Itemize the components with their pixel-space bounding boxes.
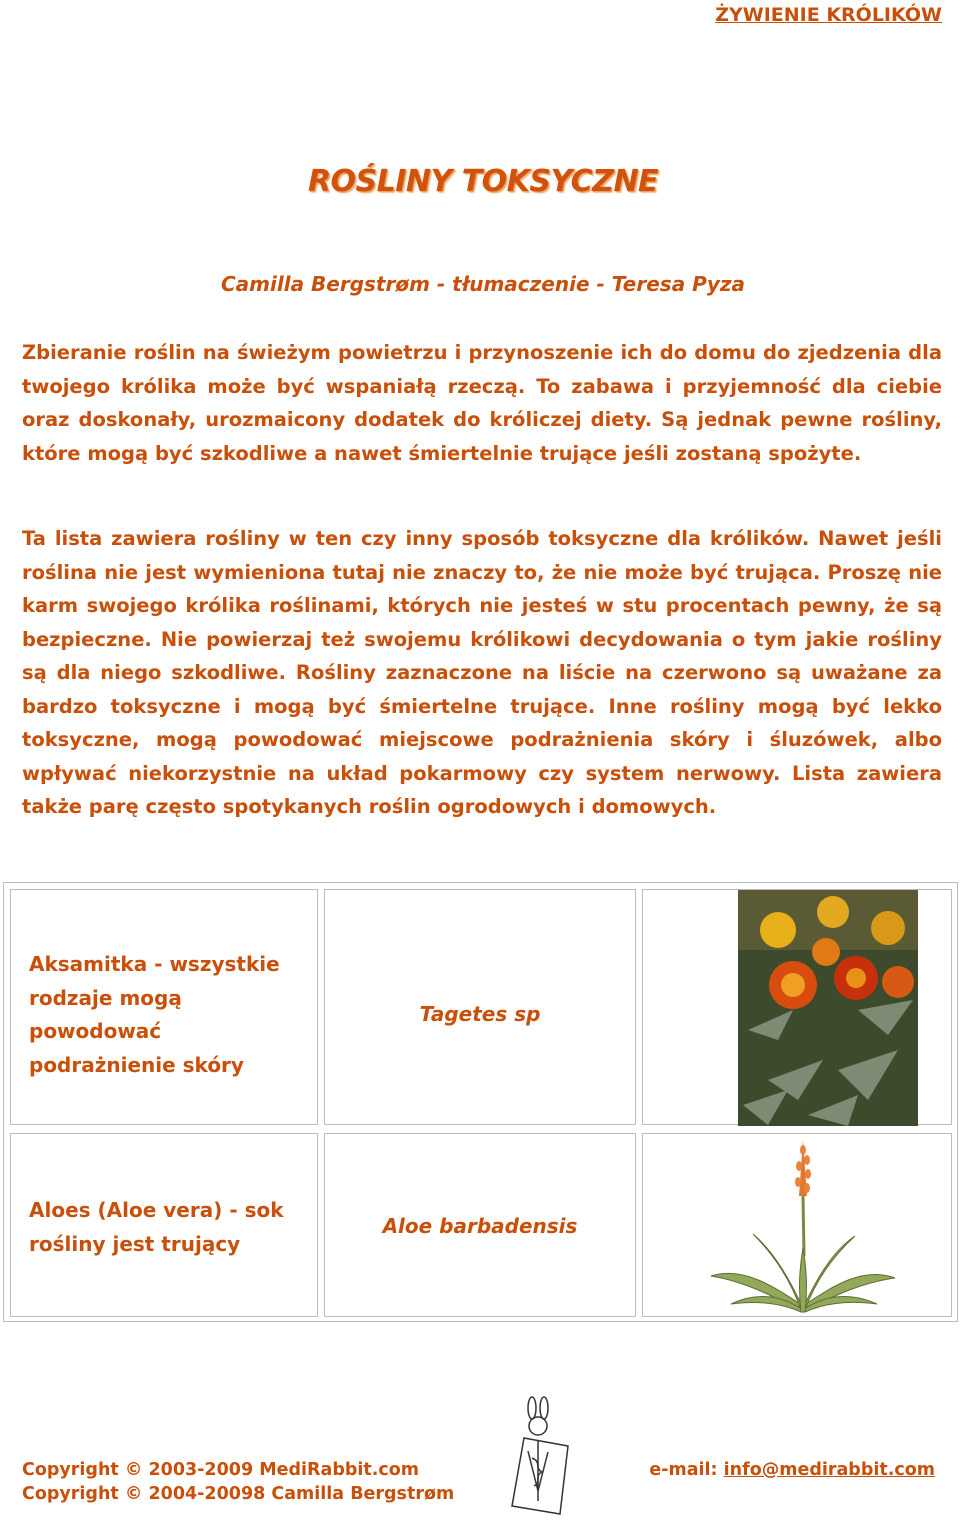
footer-contact xyxy=(649,1458,935,1482)
plant-latin-cell xyxy=(324,1133,636,1317)
copyright-line: Copyright © 2003-2009 MediRabbit.com xyxy=(22,1460,420,1480)
list-info-paragraph: Ta lista zawiera rośliny w ten czy inny sposób toksyczne dla królików. Nawet jeśli roślina nie jest wymieniona tutaj nie znaczy to, że nie może być trująca. Proszę nie karm swojego królika roślinami, których nie jesteś w stu procentach pewny, że są bezpieczne. Nie powierzaj też swojemu królikowi decydowania o tym jakie rośliny są dla niego szkodliwe. Rośliny zaznaczone na liście na czerwono są uważane za bardzo toksyczne i mogą być śmiertelne trujące. Inne rośliny mogą być lekko toksyczne, mogą powodować miejscowe podrażnienia skóry i śluzówek, albo wpływać niekorzystnie na układ pokarmowy czy system nerwowy. Lista zawiera także parę często spotykanych roślin ogrodowych i domowych. xyxy=(22,527,942,818)
copyright-line: Copyright © 2004-20098 Camilla Bergstrøm xyxy=(22,1484,455,1504)
intro-paragraph: Zbieranie roślin na świeżym powietrzu i przynoszenie ich do domu do zjedzenia dla twojego królika może być wspaniałą rzeczą. To zabawa i przyjemność dla ciebie oraz doskonały, urozmaicony dodatek do króliczej diety. Są jednak pewne rośliny, które mogą być szkodliwe a nawet śmiertelnie trujące jeśli zostaną spożyte. xyxy=(22,341,942,465)
medirabbit-logo xyxy=(498,1396,578,1521)
email-label: e-mail: xyxy=(649,1460,724,1480)
footer-copyright xyxy=(22,1458,454,1506)
plant-image-cell xyxy=(642,1133,952,1317)
author-byline: Camilla Bergstrøm - tłumaczenie - Teresa Pyza xyxy=(221,272,745,296)
plant-name-cell xyxy=(10,889,318,1125)
plant-latin-name: Aloe barbadensis xyxy=(382,1214,578,1238)
plant-latin-cell xyxy=(324,889,636,1125)
plant-name-line: powodować xyxy=(29,1019,162,1043)
plant-name-cell xyxy=(10,1133,318,1317)
plant-name-line: rodzaje mogą xyxy=(29,985,182,1010)
plant-name-line: Aloes (Aloe vera) - sok xyxy=(29,1198,284,1222)
plant-name-line: podrażnienie skóry xyxy=(29,1052,244,1077)
plant-name xyxy=(29,948,280,1082)
page-title: ROŚLINY TOKSYCZNE xyxy=(307,164,659,199)
email-link[interactable]: info@medirabbit.com xyxy=(723,1460,935,1480)
plant-name xyxy=(29,1194,284,1261)
plant-image-cell xyxy=(642,889,952,1125)
plant-latin-name: Tagetes sp xyxy=(419,1002,541,1026)
plant-table xyxy=(3,882,958,1322)
marigold-photo xyxy=(738,890,918,1126)
plant-name-line: rośliny jest trujący xyxy=(29,1231,241,1256)
plant-name-line: Aksamitka - wszystkie xyxy=(29,952,280,976)
aloe-illustration xyxy=(703,1136,903,1316)
header-link-zywienie[interactable]: ŻYWIENIE KRÓLIKÓW xyxy=(715,4,942,26)
